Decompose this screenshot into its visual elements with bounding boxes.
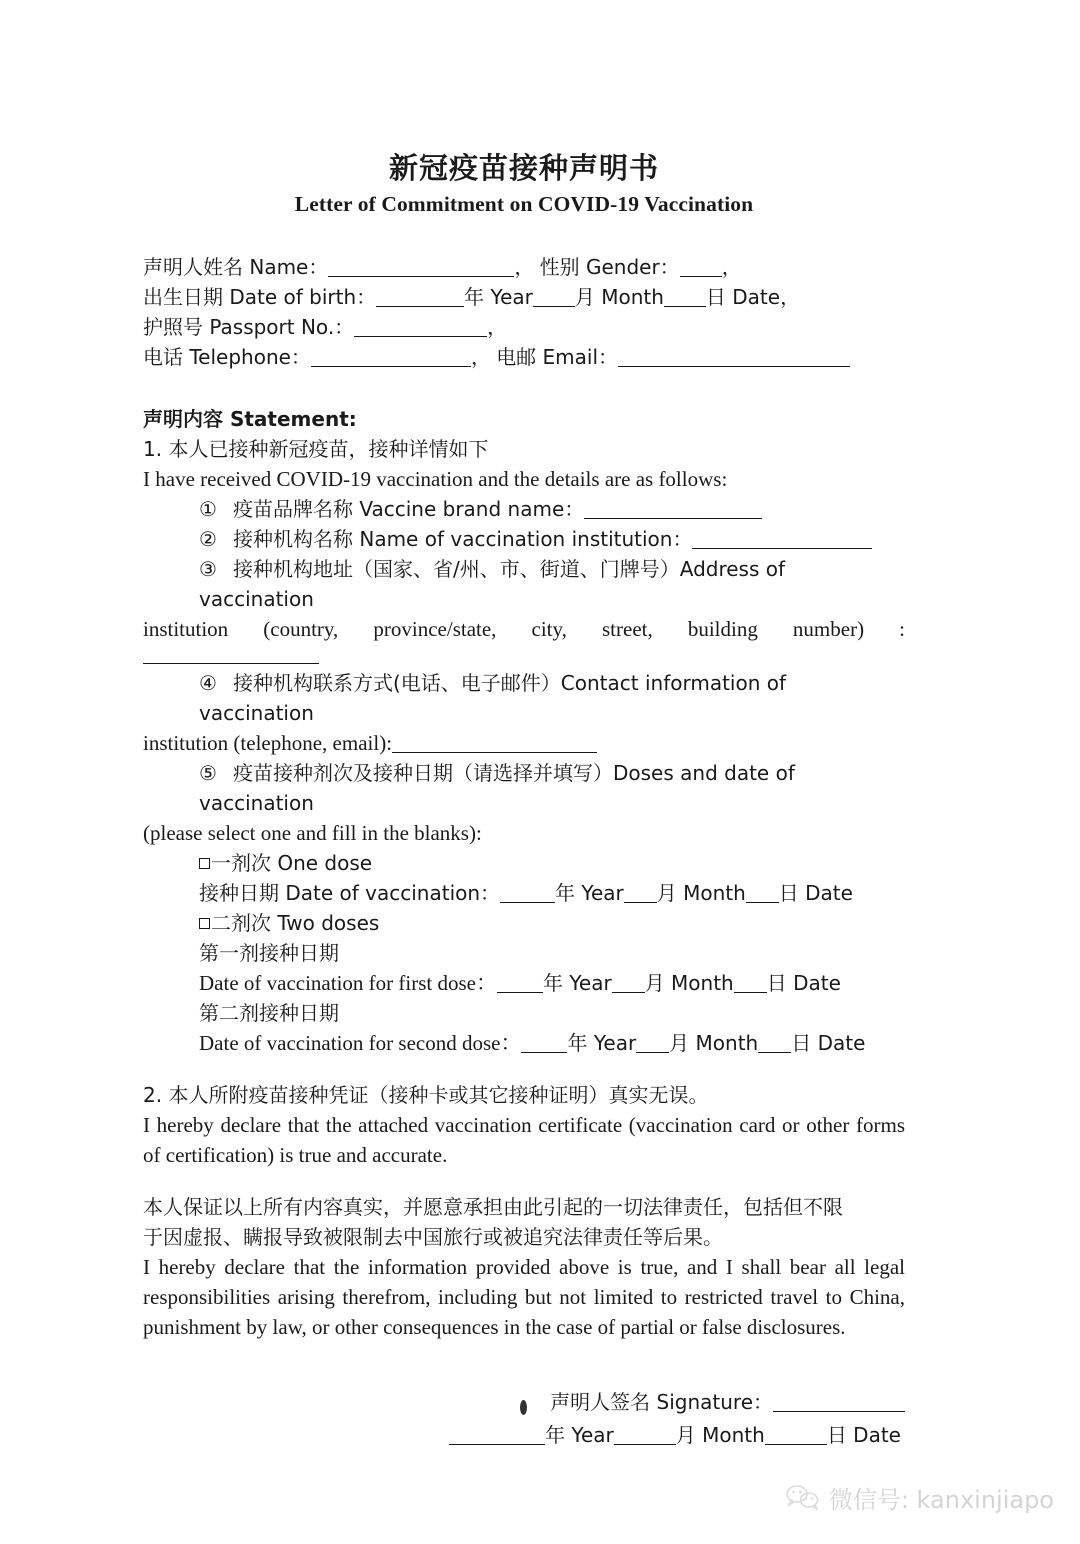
dob-date-unit: 日 Date， <box>705 285 801 310</box>
sub-item-institution-name <box>199 524 905 554</box>
second-dose-month-blank[interactable] <box>636 1035 669 1053</box>
item1-chinese <box>143 434 905 464</box>
signature-date-line <box>143 1419 905 1452</box>
institution-address-continuation: institution (country, province/state, city, street, building number) : <box>143 617 905 642</box>
sub-item-institution-address <box>199 554 905 614</box>
passport-label: 护照号 Passport No.： <box>143 315 355 340</box>
signature-year-blank[interactable] <box>449 1427 545 1445</box>
item1-chinese-text: 1. 本人已接种新冠疫苗，接种详情如下 <box>143 437 489 462</box>
circled-number-2: ② <box>199 527 217 552</box>
date-of-birth-label: 出生日期 Date of birth： <box>143 285 377 310</box>
one-dose-checkbox[interactable] <box>199 858 210 869</box>
guarantee-chinese-line1-text: 本人保证以上所有内容真实，并愿意承担由此引起的一切法律责任，包括但不限 <box>143 1195 843 1220</box>
email-input-blank[interactable] <box>618 349 850 367</box>
one-dose-month-blank[interactable] <box>624 885 657 903</box>
vaccine-brand-blank[interactable] <box>584 501 762 519</box>
first-dose-date-blank[interactable] <box>734 975 767 993</box>
sub-item-vaccine-brand <box>199 494 905 524</box>
email-label: 电邮 Email： <box>496 345 619 370</box>
item2-block <box>143 1080 905 1170</box>
one-dose-date-blank[interactable] <box>746 885 779 903</box>
passport-row <box>143 312 905 342</box>
one-dose-year-blank[interactable] <box>500 885 555 903</box>
second-dose-date-english-label: Date of vaccination for second dose： <box>199 1031 522 1056</box>
sub-item-doses <box>199 758 905 818</box>
telephone-input-blank[interactable] <box>311 349 471 367</box>
item2-chinese <box>143 1080 905 1110</box>
page-mark <box>520 1400 527 1415</box>
name-input-blank[interactable] <box>328 259 514 277</box>
footer-watermark-text: 微信号: kanxinjiapo <box>828 1486 1054 1514</box>
first-dose-month-unit: 月 Month <box>644 971 734 996</box>
second-dose-date-blank[interactable] <box>758 1035 791 1053</box>
sub-item-institution-contact <box>199 668 905 728</box>
comma-after-telephone: ， <box>470 345 491 370</box>
signature-year-unit: 年 Year <box>545 1423 614 1448</box>
circled-number-4: ④ <box>199 671 217 696</box>
signature-month-blank[interactable] <box>614 1427 676 1445</box>
doses-label: 疫苗接种剂次及接种日期（请选择并填写）Doses and date of vaccination <box>199 761 795 816</box>
page-title-chinese: 新冠疫苗接种声明书 <box>388 151 659 185</box>
vaccine-brand-label: 疫苗品牌名称 Vaccine brand name： <box>233 497 585 522</box>
signature-label: 声明人签名 Signature： <box>550 1390 773 1415</box>
statement-heading-text: 声明内容 Statement: <box>143 407 357 432</box>
circled-number-5: ⑤ <box>199 761 217 786</box>
page-title-english: Letter of Commitment on COVID-19 Vaccination <box>294 192 754 217</box>
gender-input-blank[interactable] <box>680 259 722 277</box>
dob-month-unit: 月 Month <box>574 285 664 310</box>
first-dose-year-blank[interactable] <box>497 975 543 993</box>
statement-heading <box>143 404 905 434</box>
second-dose-date-unit: 日 Date <box>791 1031 866 1056</box>
footer-watermark <box>786 1480 1054 1515</box>
second-dose-year-blank[interactable] <box>521 1035 567 1053</box>
two-doses-checkbox[interactable] <box>199 918 210 929</box>
one-dose-month-unit: 月 Month <box>656 881 746 906</box>
one-dose-date-label: 接种日期 Date of vaccination： <box>199 881 501 906</box>
first-dose-month-blank[interactable] <box>612 975 645 993</box>
identity-fields <box>143 252 905 372</box>
date-of-birth-row <box>143 282 905 312</box>
guarantee-chinese-line1 <box>143 1192 905 1222</box>
name-label: 声明人姓名 Name： <box>143 255 329 280</box>
guarantee-chinese-line2 <box>143 1222 905 1252</box>
signature-date-blank[interactable] <box>765 1427 827 1445</box>
institution-contact-label: 接种机构联系方式(电话、电子邮件）Contact information of vaccination <box>199 671 787 726</box>
institution-address-blank-row <box>143 644 905 668</box>
telephone-label: 电话 Telephone： <box>143 345 311 370</box>
institution-contact-continuation <box>143 728 905 758</box>
first-dose-date-chinese: 第一剂接种日期 <box>199 941 339 966</box>
contact-row <box>143 342 905 372</box>
institution-address-blank[interactable] <box>143 646 319 664</box>
institution-name-blank[interactable] <box>692 531 872 549</box>
document-content <box>143 150 905 1452</box>
first-dose-date-chinese-row <box>199 938 905 968</box>
wechat-icon <box>786 1485 820 1511</box>
comma-after-gender: ， <box>721 255 742 280</box>
item2-chinese-text: 2. 本人所附疫苗接种凭证（接种卡或其它接种证明）真实无误。 <box>143 1083 709 1108</box>
dob-year-unit: 年 Year <box>464 285 533 310</box>
comma-after-passport: ， <box>487 315 508 340</box>
guarantee-block <box>143 1192 905 1342</box>
guarantee-chinese-line2-text: 于因虚报、瞒报导致被限制去中国旅行或被追究法律责任等后果。 <box>143 1225 723 1250</box>
second-dose-month-unit: 月 Month <box>669 1031 759 1056</box>
signature-block <box>143 1386 905 1452</box>
two-doses-label: 二剂次 Two doses <box>211 911 380 936</box>
name-row <box>143 252 905 282</box>
item2-english: I hereby declare that the attached vaccination certificate (vaccination card or other forms of certification) is true and accurate. <box>143 1113 905 1168</box>
institution-contact-blank[interactable] <box>392 735 597 753</box>
dob-year-blank[interactable] <box>376 289 464 307</box>
passport-input-blank[interactable] <box>354 319 487 337</box>
institution-address-label: 接种机构地址（国家、省/州、市、街道、门牌号）Address of vaccination <box>199 557 786 612</box>
circled-number-1: ① <box>199 497 217 522</box>
one-dose-row[interactable] <box>199 848 905 878</box>
one-dose-date-row <box>199 878 905 908</box>
circled-number-3: ③ <box>199 557 217 582</box>
first-dose-date-english-row <box>199 968 905 998</box>
signature-blank[interactable] <box>773 1394 905 1412</box>
dob-date-blank[interactable] <box>664 289 706 307</box>
comma-after-name: ， <box>514 255 535 280</box>
one-dose-date-unit: 日 Date <box>778 881 853 906</box>
dob-month-blank[interactable] <box>533 289 575 307</box>
second-dose-date-chinese: 第二剂接种日期 <box>199 1001 339 1026</box>
item1-english: I have received COVID-19 vaccination and the details are as follows: <box>143 467 728 492</box>
second-dose-date-chinese-row <box>199 998 905 1028</box>
gender-label: 性别 Gender： <box>539 255 680 280</box>
two-doses-row[interactable] <box>199 908 905 938</box>
one-dose-label: 一剂次 One dose <box>211 851 373 876</box>
one-dose-year-unit: 年 Year <box>555 881 624 906</box>
first-dose-date-english-label: Date of vaccination for first dose： <box>199 971 497 996</box>
signature-month-unit: 月 Month <box>675 1423 765 1448</box>
doses-continuation: (please select one and fill in the blanks): <box>143 821 482 846</box>
guarantee-english: I hereby declare that the information provided above is true, and I shall bear all legal responsibilities arising therefrom, including but not limited to restricted travel to China, punishment by law, or other consequences in the case of partial or false disclosures. <box>143 1255 905 1340</box>
institution-name-label: 接种机构名称 Name of vaccination institution： <box>233 527 693 552</box>
first-dose-year-unit: 年 Year <box>542 971 612 996</box>
second-dose-year-unit: 年 Year <box>567 1031 637 1056</box>
second-dose-date-english-row <box>199 1028 905 1058</box>
institution-contact-cont-text: institution (telephone, email): <box>143 731 393 756</box>
signature-date-unit: 日 Date <box>826 1423 901 1448</box>
first-dose-date-unit: 日 Date <box>766 971 841 996</box>
